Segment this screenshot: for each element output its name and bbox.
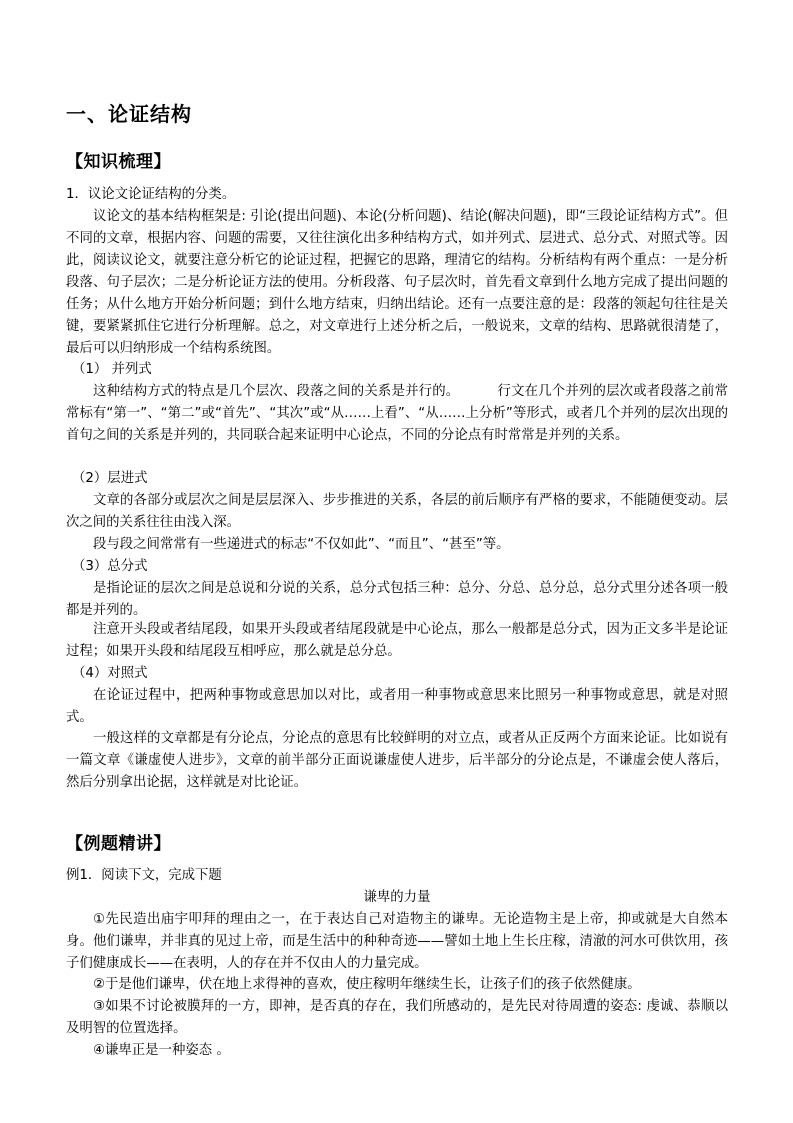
passage-title: 谦卑的力量: [363, 890, 431, 905]
passage-paragraph-1: ①先民造出庙宇叩拜的理由之一，在于表达自己对造物主的谦卑。无论造物主是上帝，抑或就是大自然本身。他们谦卑，并非真的见过上帝，而是生活中的种种奇迹——譬如土地上生长庄稼，清澈的河水可供饮用，孩子们健康成长——在表明，人的存在并不仅由人的力量完成。: [66, 912, 728, 971]
passage-paragraph-3: ③如果不讨论被膜拜的一方，即神，是否真的存在，我们所感动的，是先民对待周遭的姿态: 虔诚、恭顺以及明智的位置选择。: [66, 999, 728, 1036]
type1-label: （1） 并列式: [72, 362, 152, 377]
examples-heading: 【例题精讲】: [66, 834, 171, 854]
type2-paragraph-2: 段与段之间常常有一些递进式的标志“不仅如此”、“而且”、“甚至”等。: [93, 537, 510, 552]
type3-paragraph-1: 是指论证的层次之间是总说和分说的关系，总分式包括三种：总分、分总、总分总，总分式里分述各项一般都是并列的。: [66, 581, 728, 618]
type4-paragraph-1: 在论证过程中，把两种事物或意思加以对比，或者用一种事物或意思来比照另一种事物或意思，就是对照式。: [66, 688, 728, 725]
type2-paragraph-1: 文章的各部分或层次之间是层层深入、步步推进的关系，各层的前后顺序有严格的要求，不能随便变动。层次之间的关系往往由浅入深。: [66, 493, 728, 530]
passage-paragraph-2: ②于是他们谦卑，伏在地上求得神的喜欢，使庄稼明年继续生长，让孩子们的孩子依然健康。: [93, 977, 641, 992]
type1-text-b: 行文在几个并列的层次或者段落之前常常标有“第一”、“第二”或“首先”、“其次”或“从……上看”、“从……上分析”等形式，或者几个并列的层次出现的首句之间的关系是并列的，共同联合起来证明中心论点，不同的分论点有时常常是并列的关系。: [66, 384, 729, 443]
example1-prompt: 例1．阅读下文，完成下题: [66, 868, 222, 883]
passage-paragraph-4: ④谦卑正是一种姿态 。: [93, 1043, 230, 1058]
knowledge-heading: 【知识梳理】: [66, 152, 171, 172]
section-heading: 一、论证结构: [66, 102, 192, 126]
type4-label: （4）对照式: [72, 666, 148, 681]
item1-title: 1．议论文论证结构的分类。: [66, 187, 236, 202]
type3-paragraph-2: 注意开头段或者结尾段，如果开头段或者结尾段就是中心论点，那么一般都是总分式，因为正文多半是论证过程；如果开头段和结尾段互相呼应，那么就是总分总。: [66, 622, 728, 659]
type4-paragraph-2: 一般这样的文章都是有分论点，分论点的意思有比较鲜明的对立点，或者从正反两个方面来论证。比如说有一篇文章《谦虚使人进步》，文章的前半部分正面说谦虚使人进步，后半部分的分论点是，不谦虚会使人落后，然后分别拿出论据，这样就是对比论证。: [66, 731, 728, 790]
intro-paragraph: 议论文的基本结构框架是: 引论(提出问题)、本论(分析问题)、结论(解决问题)，即“三段论证结构方式”。但不同的文章，根据内容、问题的需要，又往往演化出多种结构方式，如并列式、层进式、总分式、对照式等。因此，阅读议论文，就要注意分析它的论证过程，把握它的思路，理清它的结构。分析结构有两个重点：一是分析段落、句子层次；二是分析论证方法的使用。分析段落、句子层次时，首先看文章到什么地方完成了提出问题的任务；从什么地方开始分析问题；到什么地方结束，归纳出结论。还有一点要注意的是：段落的领起句往往是关键，要紧紧抓住它进行分析理解。总之，对文章进行上述分析之后，一般说来，文章的结构、思路就很清楚了，最后可以归纳形成一个结构系统图。: [66, 209, 728, 356]
type1-text-a: 这种结构方式的特点是几个层次、段落之间的关系是并行的。: [93, 384, 460, 399]
type3-label: （3）总分式: [72, 559, 148, 574]
type1-paragraph: [66, 381, 728, 447]
type2-label: （2）层进式: [72, 471, 148, 486]
